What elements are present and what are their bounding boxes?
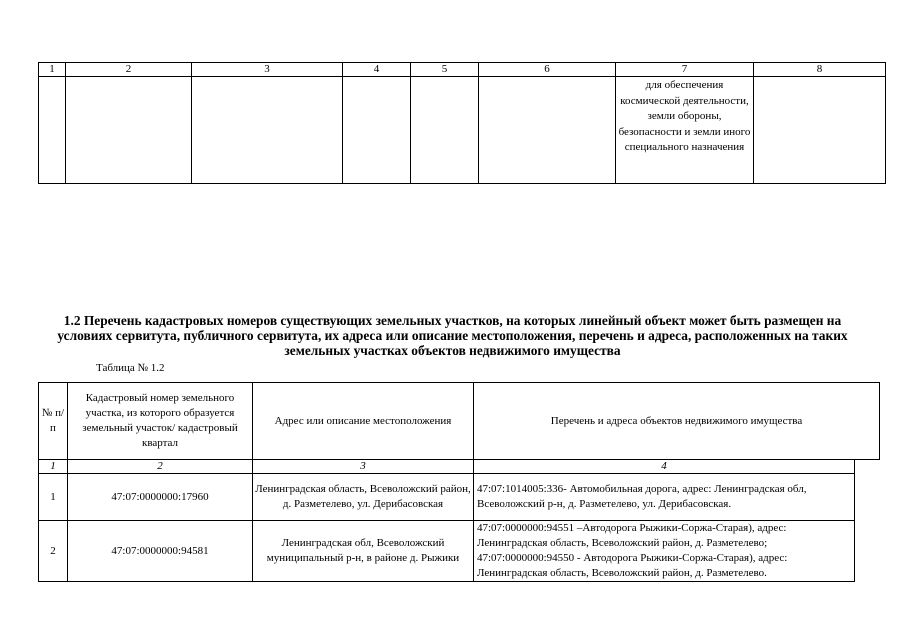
header-cadastral: Кадастровый номер земельного участка, из которого образуется земельный участок/ кадастровый квартал	[68, 383, 253, 460]
column-number-cell: 5	[411, 63, 479, 77]
land-purpose-cell: для обеспечения космической деятельности, земли обороны, безопасности и земли иного специального назначения	[616, 77, 754, 184]
table-cell	[39, 77, 66, 184]
table-cell	[343, 77, 411, 184]
table-cell	[66, 77, 192, 184]
column-number-cell: 7	[616, 63, 754, 77]
table-row	[39, 77, 886, 184]
section-heading: 1.2 Перечень кадастровых номеров существующих земельных участков, на которых линейный объект может быть размещен на условиях сервитута, публичного сервитута, их адреса или описание местоположения, перечень и адреса, расположенных на таких земельных участках объектов недвижимого имущества	[57, 313, 848, 358]
table-header-row	[39, 383, 880, 460]
address-cell: Ленинградская область, Всеволожский район, д. Разметелево, ул. Дерибасовская	[253, 474, 474, 521]
column-number-cell: 2	[66, 63, 192, 77]
table-row	[39, 521, 880, 582]
row-number: 2	[39, 521, 68, 582]
column-number-cell: 3	[192, 63, 343, 77]
column-number-cell: 2	[68, 460, 253, 474]
continuation-table	[38, 62, 886, 184]
objects-cell: 47:07:1014005:336- Автомобильная дорога, адрес: Ленинградская обл, Всеволожский р-н, д. Разметелево, ул. Дерибасовская.	[474, 474, 855, 521]
header-objects: Перечень и адреса объектов недвижимого имущества	[474, 383, 880, 460]
table-header-row	[39, 63, 886, 77]
cadastral-table	[38, 382, 880, 582]
address-cell: Ленинградская обл, Всеволожский муниципальный р-н, в районе д. Рыжики	[253, 521, 474, 582]
empty-cell	[855, 521, 880, 582]
header-number: № п/п	[39, 383, 68, 460]
column-number-cell: 6	[479, 63, 616, 77]
column-number-cell: 4	[474, 460, 855, 474]
empty-cell	[855, 460, 880, 474]
cadastral-number: 47:07:0000000:17960	[68, 474, 253, 521]
table-caption: Таблица № 1.2	[96, 362, 165, 374]
column-number-cell: 1	[39, 460, 68, 474]
column-number-cell: 3	[253, 460, 474, 474]
table-cell	[479, 77, 616, 184]
header-address: Адрес или описание местоположения	[253, 383, 474, 460]
table-cell	[754, 77, 886, 184]
column-numbers-row	[39, 460, 880, 474]
objects-cell: 47:07:0000000:94551 –Автодорога Рыжики-Соржа-Старая), адрес: Ленинградская область, Всеволожский район, д. Разметелево; 47:07:0000000:94550 - Автодорога Рыжики-Соржа-Старая), адрес: Ленинградская область, Всеволожский район, д. Разметелево.	[474, 521, 855, 582]
empty-cell	[855, 474, 880, 521]
column-number-cell: 1	[39, 63, 66, 77]
table-row	[39, 474, 880, 521]
cadastral-number: 47:07:0000000:94581	[68, 521, 253, 582]
row-number: 1	[39, 474, 68, 521]
column-number-cell: 4	[343, 63, 411, 77]
table-cell	[192, 77, 343, 184]
table-cell	[411, 77, 479, 184]
column-number-cell: 8	[754, 63, 886, 77]
